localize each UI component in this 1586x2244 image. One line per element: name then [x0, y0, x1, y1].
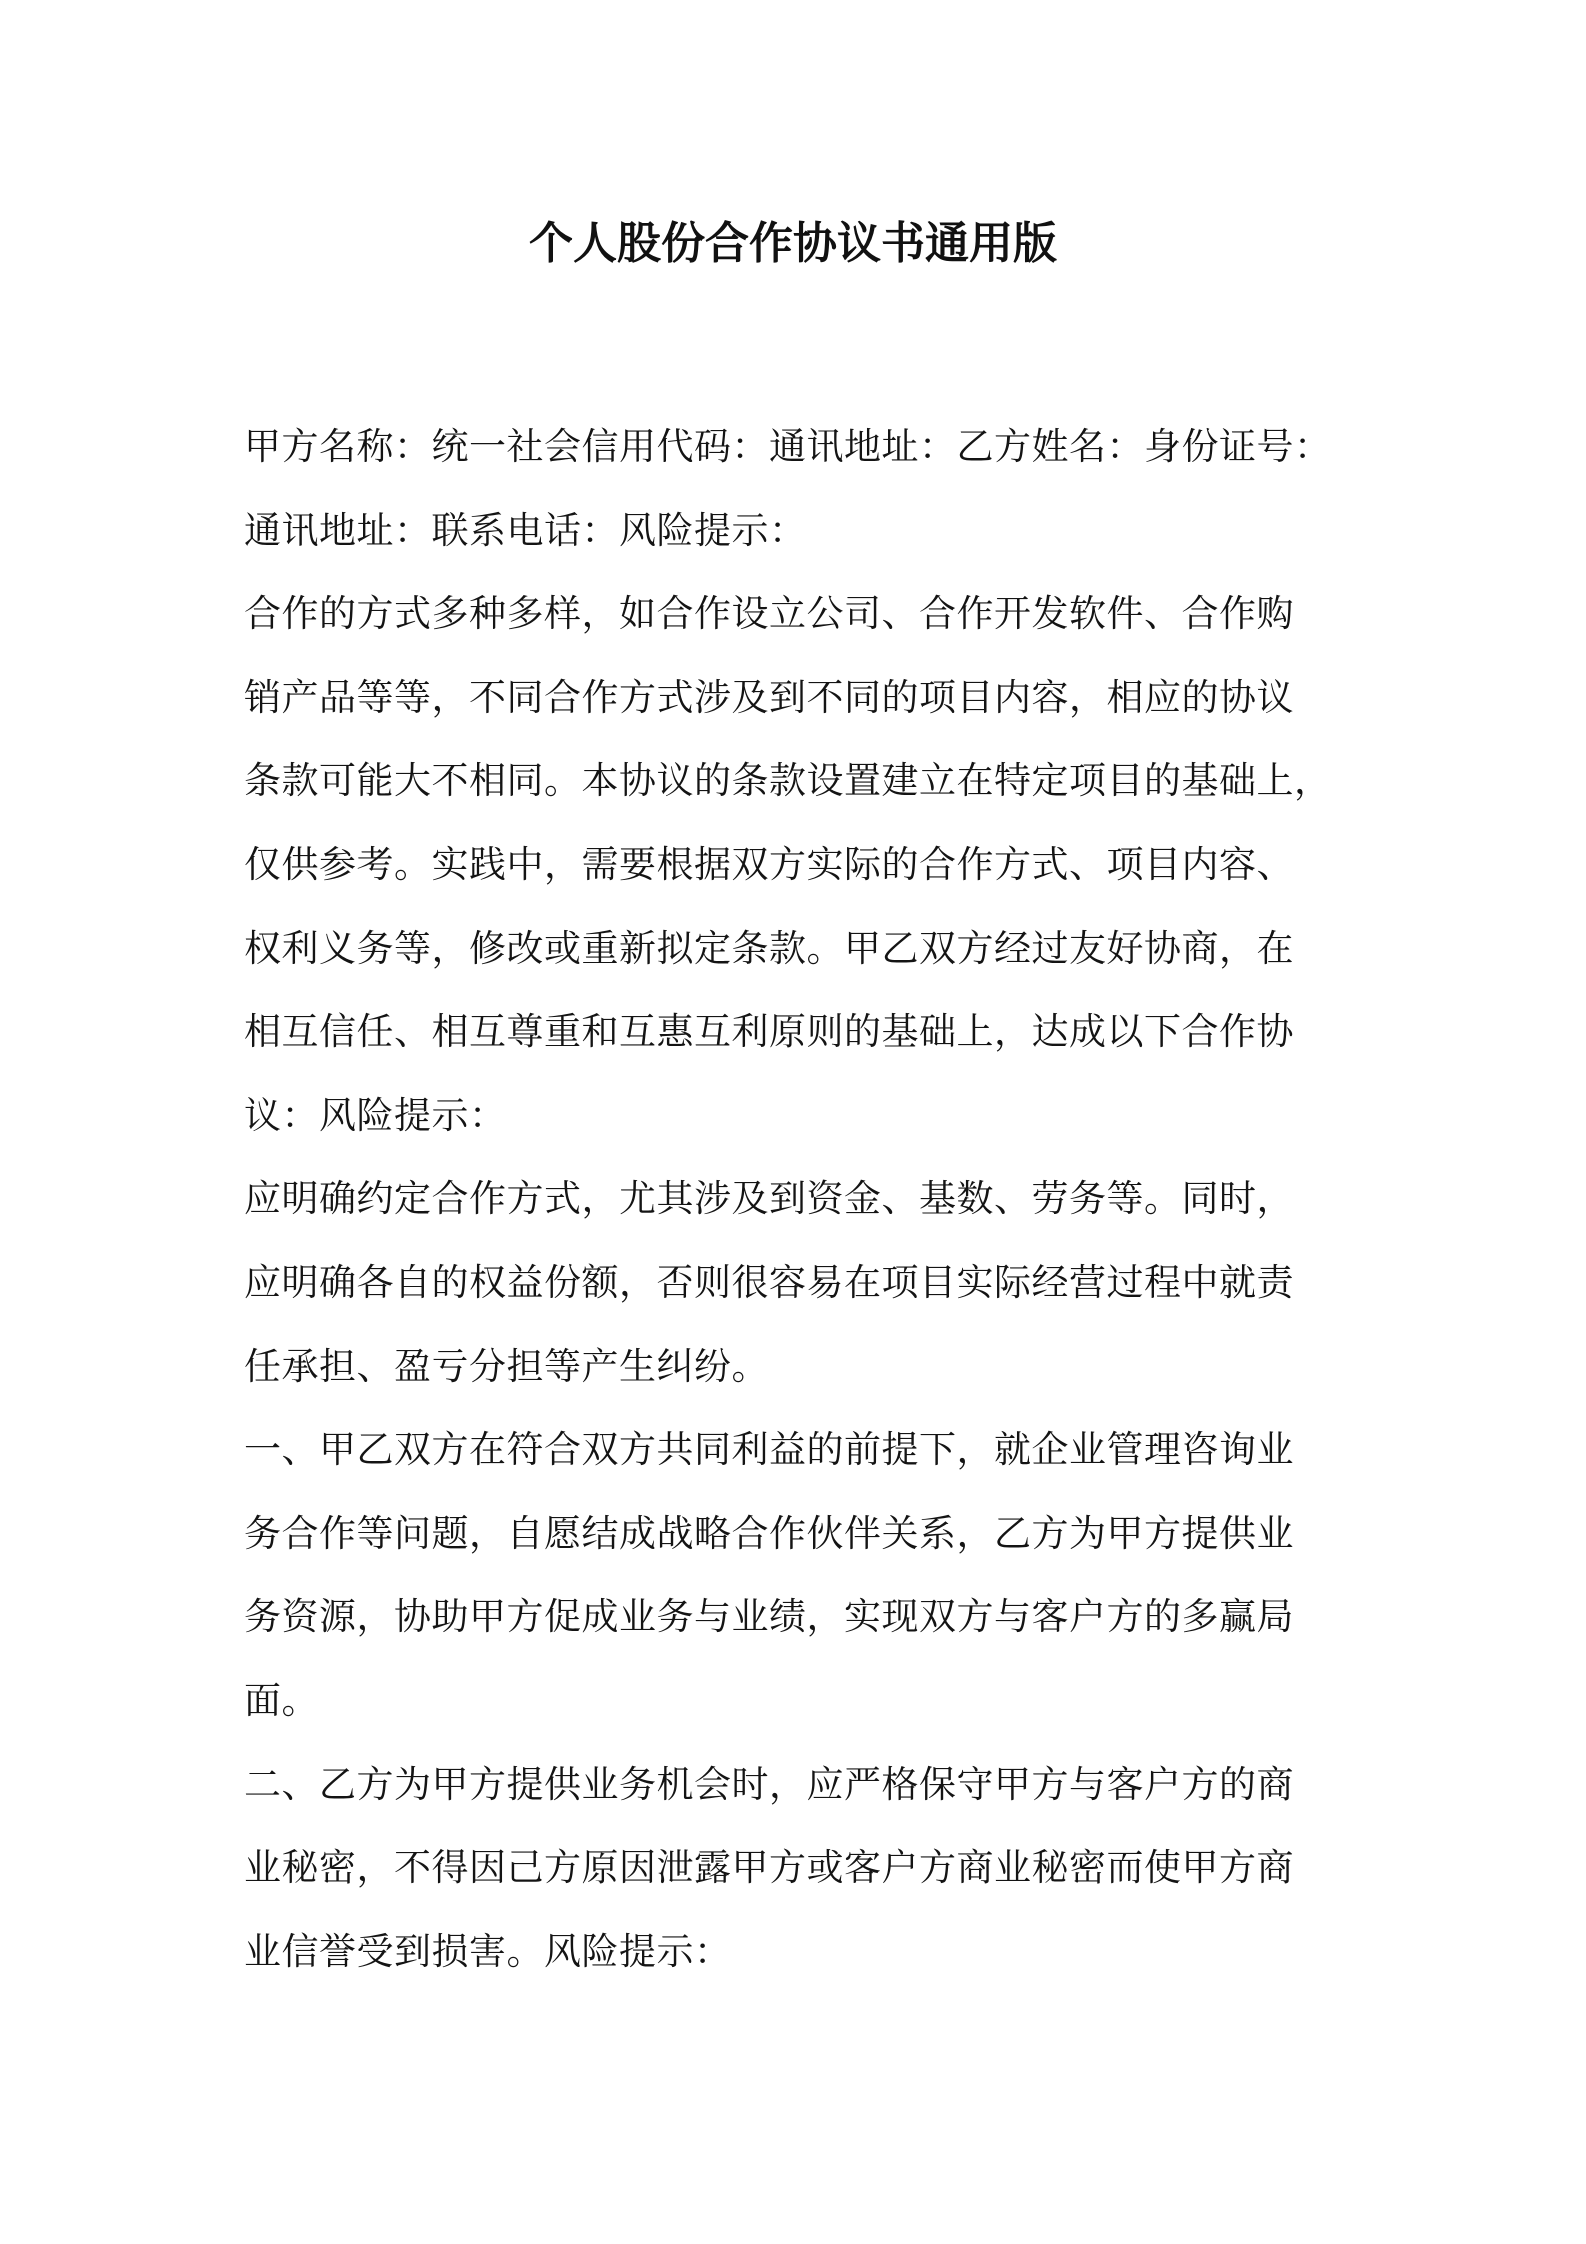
- body-line: 通讯地址：联系电话：风险提示：: [244, 508, 807, 552]
- body-line: 销产品等等，不同合作方式涉及到不同的项目内容，相应的协议: [244, 675, 1294, 719]
- body-line: 应明确约定合作方式，尤其涉及到资金、基数、劳务等。同时，: [244, 1177, 1294, 1221]
- body-line: 务合作等问题，自愿结成战略合作伙伴关系，乙方为甲方提供业: [244, 1511, 1294, 1555]
- body-line: 权利义务等，修改或重新拟定条款。甲乙双方经过友好协商，在: [244, 926, 1294, 970]
- document-title: 个人股份合作协议书通用版: [529, 218, 1057, 269]
- body-line: 面。: [244, 1678, 319, 1722]
- body-line: 应明确各自的权益份额，否则很容易在项目实际经营过程中就责: [244, 1260, 1294, 1304]
- body-line: 合作的方式多种多样，如合作设立公司、合作开发软件、合作购: [244, 592, 1294, 636]
- body-line: 务资源，协助甲方促成业务与业绩，实现双方与客户方的多赢局: [244, 1595, 1294, 1639]
- body-line: 相互信任、相互尊重和互惠互利原则的基础上，达成以下合作协: [244, 1010, 1294, 1054]
- body-line: 任承担、盈亏分担等产生纠纷。: [244, 1344, 769, 1388]
- body-line: 议：风险提示：: [244, 1093, 507, 1137]
- body-line: 业秘密，不得因己方原因泄露甲方或客户方商业秘密而使甲方商: [244, 1846, 1294, 1890]
- body-line: 一、甲乙双方在符合双方共同利益的前提下，就企业管理咨询业: [244, 1428, 1294, 1472]
- body-line: 业信誉受到损害。风险提示：: [244, 1929, 732, 1973]
- body-line: 条款可能大不相同。本协议的条款设置建立在特定项目的基础上，: [244, 759, 1332, 803]
- body-line: 甲方名称：统一社会信用代码：通讯地址：乙方姓名：身份证号：: [244, 425, 1332, 468]
- document-body: [244, 405, 1364, 1993]
- body-line: 二、乙方为甲方提供业务机会时，应严格保守甲方与客户方的商: [244, 1762, 1294, 1806]
- body-line: 仅供参考。实践中，需要根据双方实际的合作方式、项目内容、: [244, 842, 1294, 886]
